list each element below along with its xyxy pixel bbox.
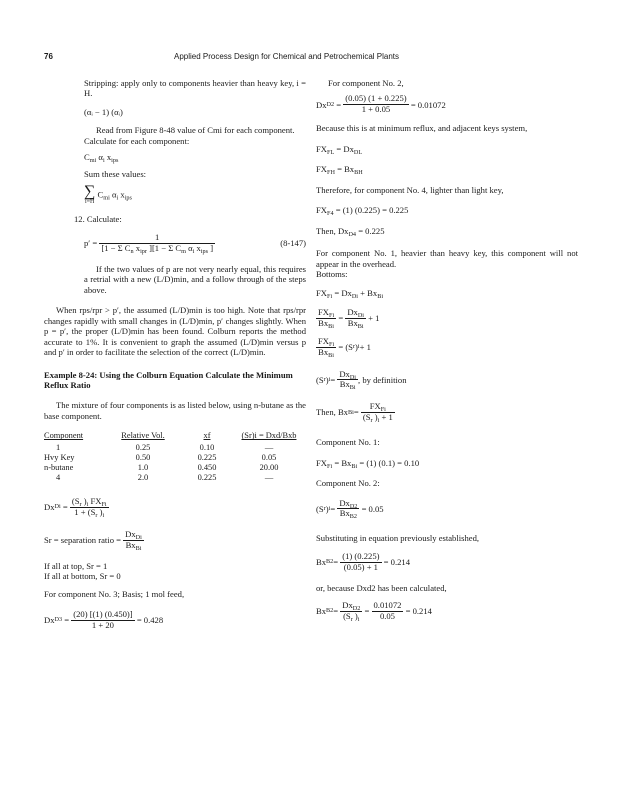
bxbi-equation: Then, Bx Bi = $\frac{FX_{Fi}}{(S_r )_i + 1}$ [316,401,393,425]
component-2-label: Component No. 2: [316,478,380,489]
table-header: Relative Vol. [121,431,165,441]
component-3-text: For component No. 3; Basis; 1 mol feed, [44,589,185,600]
component-1-heavier-text: For component No. 1, heavier than heavy key, this component will not appear in the overhead. [316,248,578,269]
fx-fi-equation: $FX_{Fi} = Dx_{Di} + Bx_{Bi}$ [316,287,384,300]
table-row: 4 2.0 0.225 — [56,472,274,482]
when-paragraph: When rps/rpr > p′, the assumed (L/D)min is too high. Note that rps/rpr changes rapidly with small changes in (L/D)min, p′ changes slightly. When p = p′, the proper (L/D)min has been found. Colburn reports the method accurate to 1%. It is convenient to graph the assumed (L/D)min versus p and p′ in order to facilitate the selection of the correct (L/D)min. [44,305,306,358]
running-title: Applied Process Design for Chemical and Petrochemical Plants [174,52,399,61]
equation-number: (8-147) [280,238,306,248]
table-row: Hvy Key 0.50 0.225 0.05 [44,452,277,462]
ratio-equation-1: $\frac{FX_{Fi}}{Bx_{Bi}}$ = $\frac{Dx_{Di}}{Bx_{Bi}}$ + 1 [318,307,380,330]
stripping-text: Stripping: apply only to components heavier than heavy key, i = H. [84,78,306,99]
table-header: xf [203,431,211,441]
component-table [44,431,306,483]
alpha-expression: (αᵢ − 1) (αᵢ) [84,106,123,117]
dxd2-equation: Dx D2 = $\frac{(0.05) (1 + 0.225)}{1 + 0.05}$ = 0.01072 [316,93,446,115]
or-because-text: or, because Dxd2 has been calculated, [316,582,447,593]
left-column [44,78,306,631]
dxdi-equation: Dx Di = $\frac{(S_r )_i FX_{Fi}}{1 + (S_r )_i}$ [44,496,107,519]
p-prime-fraction: $\frac{1}{[1 - \Sigma C_n x_{ipr} ][1 - \Sigma C_m \alpha_i x_{ips} ]}$ [101,231,214,255]
example-title: Example 8-24: Using the Colburn Equation Calculate the Minimum Reflux Ratio [44,369,293,390]
p-prime-equation: p′ = $\frac{1}{[1 - \Sigma C_n x_{ipr} ][1 - \Sigma C_m \alpha_i x_{ips} ]}$ (8-147) [84,231,306,255]
sum-expression: ∑ i=H $C_{mi}$ $\alpha_i$ $x_{ips}$ [84,183,132,206]
fx-fl-equation: $FX_{FL} = Dx_{DL}$ [316,143,363,156]
fx-fh-equation: $FX_{FH} = Bx_{BH}$ [316,164,363,177]
component-1-label: Component No. 1: [316,437,380,448]
all-bottom-text: If all at bottom, Sr = 0 [44,570,121,581]
bxb2-equation: Bx B2 = $\frac{(1) (0.225)}{(0.05) + 1}$ = 0.214 [316,550,410,572]
summation-symbol: ∑ i=H [84,183,96,206]
fxb1-equation: $FX_{Fi} = Bx_{Bi} = (1) (0.1) = 0.10$ [316,457,420,470]
bottoms-label: Bottoms: [316,269,348,280]
retrial-text: If the two values of p are not very nearly equal, this requires a retrial with a new (L/D)min, and a follow through of the steps above. [84,263,306,295]
step-12-label: 12. Calculate: [74,214,122,225]
min-reflux-text: Because this is at minimum reflux, and adjacent keys system, [316,123,528,134]
page-number: 76 [44,52,53,61]
dxd4-equation: Then, $Dx_{D4} = 0.225$ [316,225,385,238]
sr-definition-equation: (S r ) i = $\frac{Dx_{Di}}{Bx_{Bi}}$ , by definition [316,368,407,392]
sr-comp2-equation: (S r ) i = $\frac{Dx_{D2}}{Bx_{B2}}$ = 0.05 [316,497,384,521]
dxd3-equation: Dx D3 = $\frac{(20) [(1) (0.450)]}{1 + 20}$ = 0.428 [44,608,164,630]
ratio-equation-2: $\frac{FX_{Fi}}{Bx_{Bi}}$ = (S r ) i + 1 [318,335,371,359]
component-2-text: For component No. 2, [328,78,404,88]
read-figure-text: Read from Figure 8-48 value of Cmi for each component. [96,125,295,136]
table-row: 1 0.25 0.10 — [56,442,274,452]
separation-ratio-equation: Sr = separation ratio = $\frac{Dx_{Di}}{Bx_{Bi}}$ [44,528,142,552]
fx4-equation: $FX_{F4} = (1) (0.225) = 0.225$ [316,205,409,218]
table-row: n-butane 1.0 0.450 20.00 [44,462,279,472]
page-header [44,52,584,64]
calculate-each-text: Calculate for each component: [84,135,190,146]
right-column [316,78,578,622]
sum-values-text: Sum these values: [84,168,147,179]
table-header: Component [44,431,84,441]
table-header: (Sr)i = Dxd/Bxb [241,431,297,441]
component-4-text: Therefore, for component No. 4, lighter than light key, [316,184,504,195]
cmi-expression: $C_{mi}$ $\alpha_i$ $x_{ips}$ [84,152,119,165]
mixture-text: The mixture of four components is as listed below, using n-butane as the base component. [44,400,306,421]
all-top-text: If all at top, Sr = 1 [44,560,108,571]
bxb2-alt-equation: Bx B2 = $\frac{Dx_{D2}}{(S_r )_i}$ = $\frac{0.01072}{0.05}$ = 0.214 [316,600,432,623]
substituting-text: Substituting in equation previously established, [316,533,480,544]
